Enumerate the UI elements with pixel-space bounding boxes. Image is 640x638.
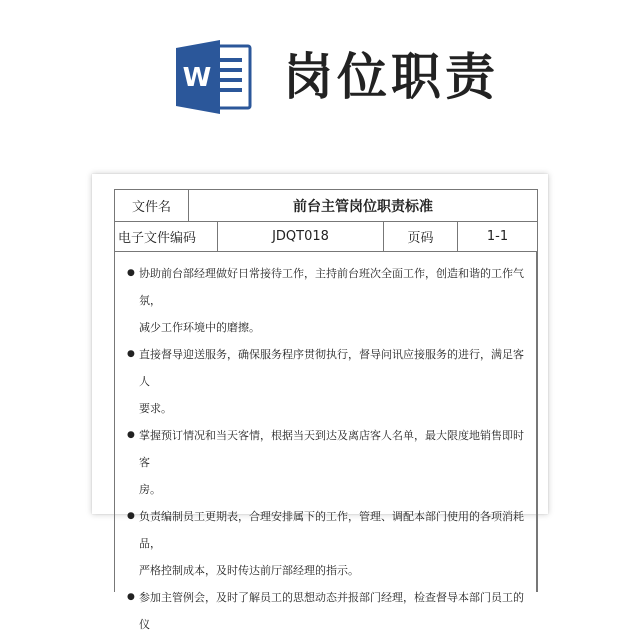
duty-line: 要求。 <box>139 402 172 415</box>
list-item <box>127 422 526 503</box>
list-item <box>127 584 526 638</box>
bullet-icon: ● <box>127 268 135 278</box>
page-title: 岗位职责 <box>283 48 499 106</box>
duty-line: 直接督导迎送服务，确保服务程序贯彻执行，督导问讯应接服务的进行，满足客人 <box>139 348 524 388</box>
file-code-value: JDQT018 <box>218 222 384 251</box>
duty-line: 房。 <box>139 483 161 496</box>
duty-line: 减少工作环境中的磨擦。 <box>139 321 260 334</box>
bullet-icon: ● <box>127 349 135 359</box>
duty-line: 负责编制员工更期表，合理安排属下的工作，管理、调配本部门使用的各项消耗品， <box>139 510 524 550</box>
list-item <box>127 503 526 584</box>
duty-line: 协助前台部经理做好日常接待工作，主持前台班次全面工作，创造和谐的工作气氛， <box>139 267 524 307</box>
table-row <box>115 190 537 222</box>
duty-line: 掌握预订情况和当天客情，根据当天到达及离店客人名单，最大限度地销售即时客 <box>139 429 524 469</box>
duties-list <box>115 252 537 631</box>
bullet-icon: ● <box>127 511 135 521</box>
file-name-label: 文件名 <box>115 190 189 221</box>
duty-line: 参加主管例会，及时了解员工的思想动态并报部门经理，检查督导本部门员工的仪 <box>139 591 524 631</box>
bullet-icon: ● <box>127 430 135 440</box>
duty-line: 严格控制成本，及时传达前厅部经理的指示。 <box>139 564 359 577</box>
list-item <box>127 260 526 341</box>
document-page <box>92 174 548 631</box>
document-title: 前台主管岗位职责标准 <box>293 198 433 215</box>
header <box>0 0 640 150</box>
file-code-label: 电子文件编码 <box>115 222 218 251</box>
word-logo-letter: W <box>182 63 212 93</box>
document-table <box>114 189 538 631</box>
bullet-icon: ● <box>127 592 135 602</box>
page-number-label: 页码 <box>384 222 458 251</box>
list-item <box>127 341 526 422</box>
word-app-icon <box>176 40 252 114</box>
page-number-value: 1-1 <box>486 229 509 244</box>
table-row <box>115 222 537 252</box>
